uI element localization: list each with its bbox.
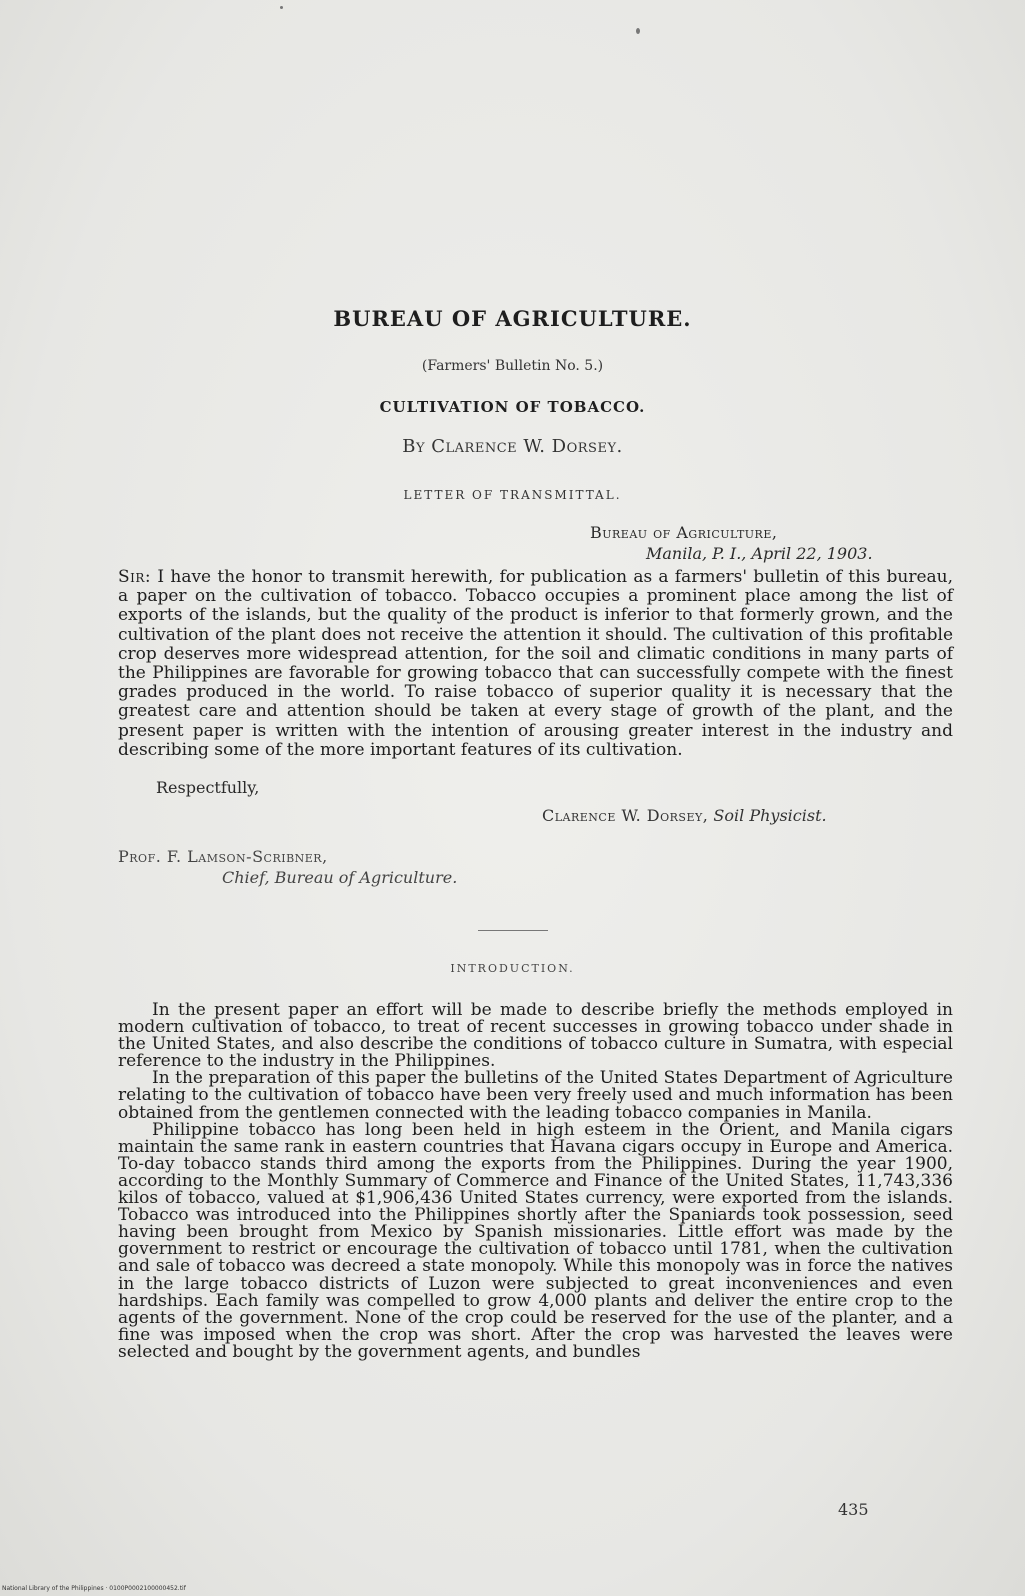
letter-body	[118, 568, 953, 760]
letter-address	[590, 522, 950, 564]
bulletin-number: (Farmers' Bulletin No. 5.)	[421, 358, 604, 374]
paper-speck	[636, 28, 640, 34]
address-line-1: Bureau of Agriculture,	[590, 523, 778, 542]
recipient-title: Chief, Bureau of Agriculture.	[222, 868, 458, 887]
introduction-body	[118, 1002, 953, 1361]
address-line-2: Manila, P. I., April 22, 1903.	[646, 544, 873, 563]
archive-footer: National Library of the Philippines · 0100P0002100000452.tif	[2, 1585, 186, 1592]
recipient-block	[118, 846, 457, 888]
signer-title: Soil Physicist.	[713, 806, 827, 825]
section-divider	[478, 930, 548, 931]
author-byline: By Clarence W. Dorsey.	[402, 436, 623, 457]
recipient-name: Prof. F. Lamson-Scribner,	[118, 847, 328, 866]
introduction-heading: INTRODUCTION.	[450, 962, 575, 975]
paragraph: In the present paper an effort will be made to describe briefly the methods employed in modern cultivation of tobacco, to treat of recent successes in growing tobacco under shade in the United States, and also describe the conditions of tobacco culture in Sumatra, with especial reference to the industry in the Philippines.	[118, 1000, 953, 1072]
page-number: 435	[838, 1500, 869, 1519]
bureau-title: BUREAU OF AGRICULTURE.	[333, 306, 692, 331]
signer-name: Clarence W. Dorsey,	[542, 806, 709, 825]
paragraph: Philippine tobacco has long been held in high esteem in the Orient, and Manila cigars maintain the same rank in eastern countries that Havana cigars occupy in Europe and America. To-day tobacco stands third among the exports from the Philippines. During the year 1900, according to the Monthly Summary of Commerce and Finance of the United States, 11,743,336 kilos of tobacco, valued at $1,906,436 United States currency, were exported from the islands. Tobacco was introduced into the Philippines shortly after the Spaniards took possession, seed having been brought from Mexico by Spanish missionaries. Little effort was made by the government to restrict or encourage the cultivation of tobacco until 1781, when the cultivation and sale of tobacco was decreed a state monopoly. While this monopoly was in force the natives in the large tobacco districts of Luzon were subjected to great inconveniences and even hardships. Each family was compelled to grow 4,000 plants and deliver the entire crop to the agents of the government. None of the crop could be reserved for the use of the planter, and a fine was imposed when the crop was short. After the crop was harvested the leaves were selected and bought by the government agents, and bundles	[118, 1119, 953, 1362]
paragraph: In the preparation of this paper the bulletins of the United States Department of Agriculture relating to the cultivation of tobacco have been very freely used and much information has been obtained from the gentlemen connected with the leading tobacco companies in Manila.	[118, 1068, 953, 1123]
paper-speck	[280, 6, 283, 9]
salutation: Sir:	[118, 567, 152, 587]
letter-text: I have the honor to transmit herewith, for publication as a farmers' bulletin of this bureau, a paper on the cultivation of tobacco. Tobacco occupies a prominent place among the list of exports of the islands, but the quality of the product is inferior to that formerly grown, and the cultivation of the plant does not receive the attention it should. The cultivation of this profitable crop deserves more widespread attention, for the soil and climatic conditions in many parts of the Philippines are favorable for growing tobacco that can successfully compete with the finest grades produced in the world. To raise tobacco of superior quality it is necessary that the greatest care and attention should be taken at every stage of growth of the plant, and the present paper is written with the intention of arousing greater interest in the industry and describing some of the more important features of its cultivation.	[118, 567, 953, 760]
signature-block	[542, 806, 827, 825]
closing: Respectfully,	[156, 778, 260, 797]
letter-heading: LETTER OF TRANSMITTAL.	[403, 488, 622, 502]
document-title: CULTIVATION OF TOBACCO.	[379, 398, 646, 416]
